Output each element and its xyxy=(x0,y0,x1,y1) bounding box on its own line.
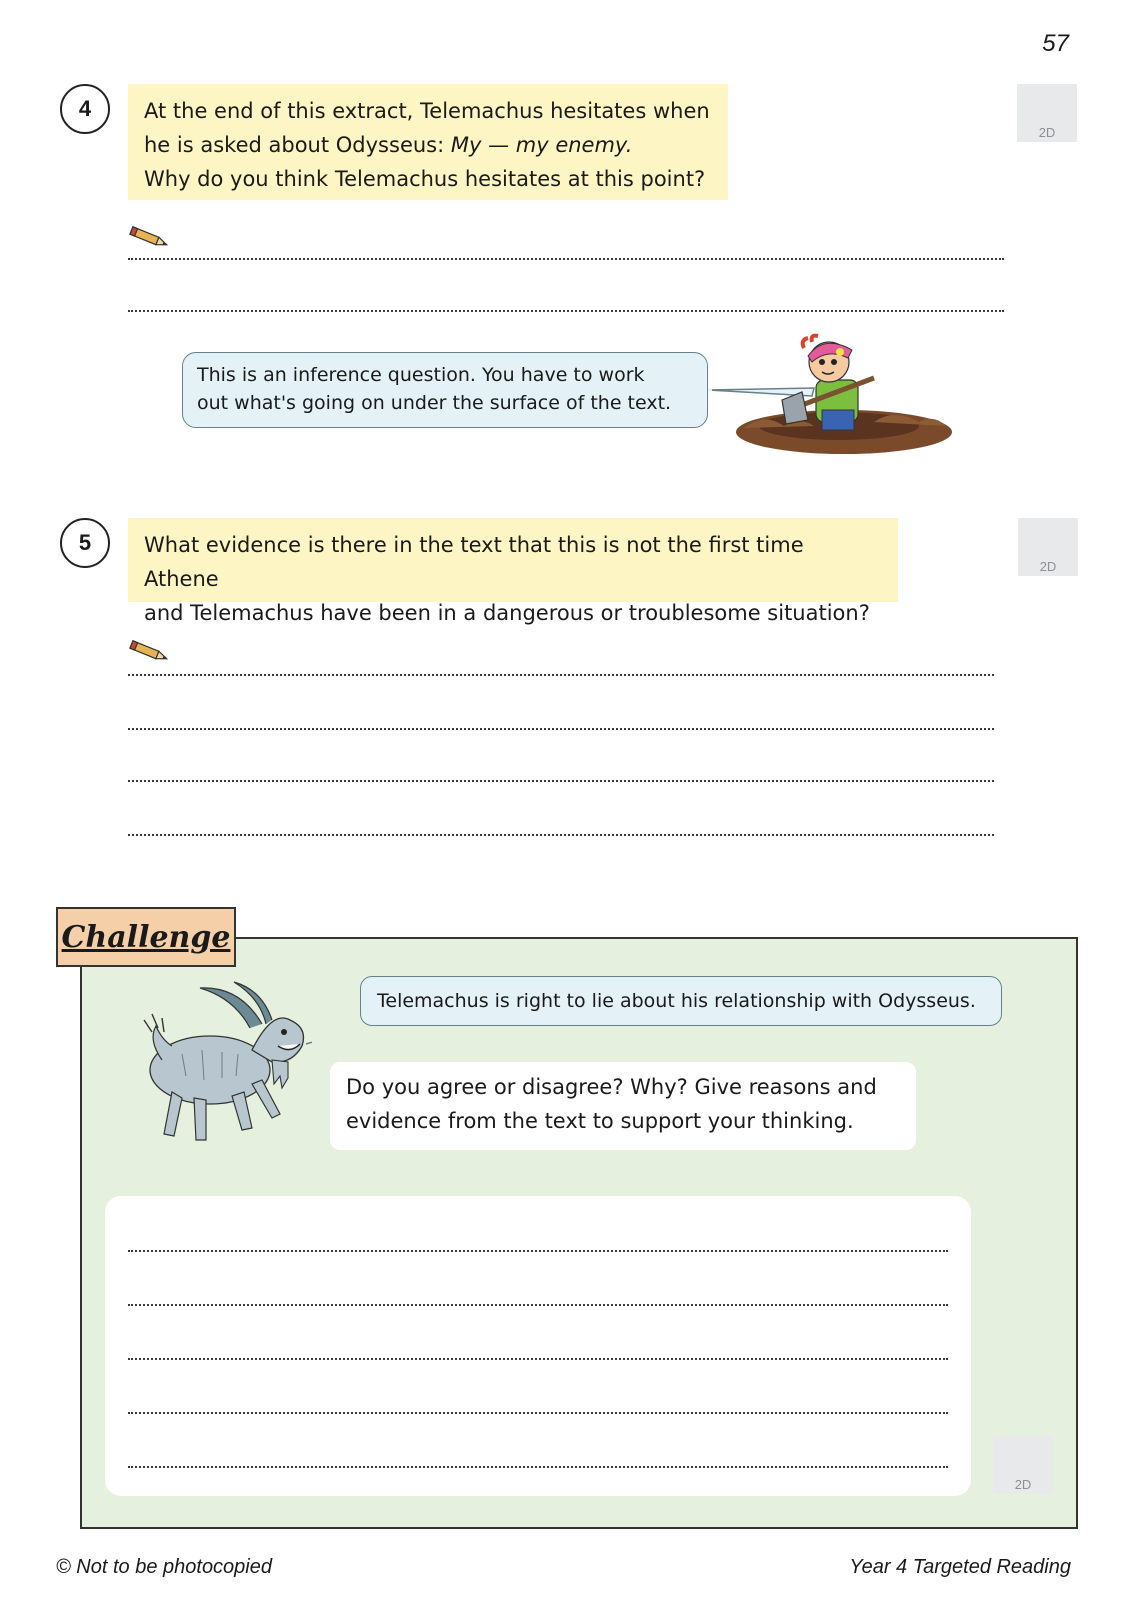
answer-line[interactable] xyxy=(128,258,1004,260)
question-4-line2-text: he is asked about Odysseus: xyxy=(144,133,451,157)
challenge-prompt-line1: Do you agree or disagree? Why? Give reasons and xyxy=(346,1075,877,1099)
answer-line[interactable] xyxy=(128,674,994,676)
challenge-prompt-line2: evidence from the text to support your thinking. xyxy=(346,1109,854,1133)
question-5-number: 5 xyxy=(60,518,110,568)
tip-line1: This is an inference question. You have to work xyxy=(197,364,645,386)
answer-line[interactable] xyxy=(128,780,994,782)
question-4-mark-box xyxy=(1017,84,1077,142)
answer-line[interactable] xyxy=(128,1358,948,1360)
question-4-line2 xyxy=(144,128,712,162)
answer-line[interactable] xyxy=(128,728,994,730)
page-number: 57 xyxy=(1042,30,1069,57)
pencil-icon xyxy=(128,640,172,664)
question-5-box xyxy=(128,518,898,625)
answer-line[interactable] xyxy=(128,310,1004,312)
answer-line[interactable] xyxy=(128,1412,948,1414)
challenge-title: Challenge xyxy=(56,907,236,967)
question-5-line2: and Telemachus have been in a dangerous or troublesome situation? xyxy=(144,601,870,625)
question-5-mark-box xyxy=(1018,518,1078,576)
footer-copyright: © Not to be photocopied xyxy=(56,1556,272,1578)
answer-line[interactable] xyxy=(128,1304,948,1306)
challenge-mark-label: 2D xyxy=(1014,1477,1032,1492)
tip-bubble xyxy=(182,352,708,428)
challenge-mark-box xyxy=(993,1436,1053,1494)
tip-line2: out what's going on under the surface of the text. xyxy=(197,392,672,414)
question-4-number: 4 xyxy=(60,84,110,134)
question-5-line1: What evidence is there in the text that this is not the first time Athene xyxy=(144,533,804,591)
statement-bubble: Telemachus is right to lie about his relationship with Odysseus. xyxy=(360,976,1002,1026)
question-4-box xyxy=(128,84,728,200)
pencil-icon xyxy=(128,226,172,250)
answer-line[interactable] xyxy=(128,1250,948,1252)
digging-character-illustration xyxy=(704,330,964,465)
goat-illustration xyxy=(122,980,312,1152)
question-4-mark-label: 2D xyxy=(1038,125,1056,140)
challenge-prompt-box xyxy=(330,1062,916,1150)
answer-line[interactable] xyxy=(128,1466,948,1468)
question-4-line3: Why do you think Telemachus hesitates at this point? xyxy=(144,167,706,191)
question-4-line1: At the end of this extract, Telemachus hesitates when xyxy=(144,99,710,123)
question-4-quote: My — my enemy. xyxy=(450,133,633,157)
answer-line[interactable] xyxy=(128,834,994,836)
footer-book-title: Year 4 Targeted Reading xyxy=(849,1556,1071,1578)
question-5-mark-label: 2D xyxy=(1039,559,1057,574)
challenge-answer-area[interactable] xyxy=(105,1196,971,1496)
